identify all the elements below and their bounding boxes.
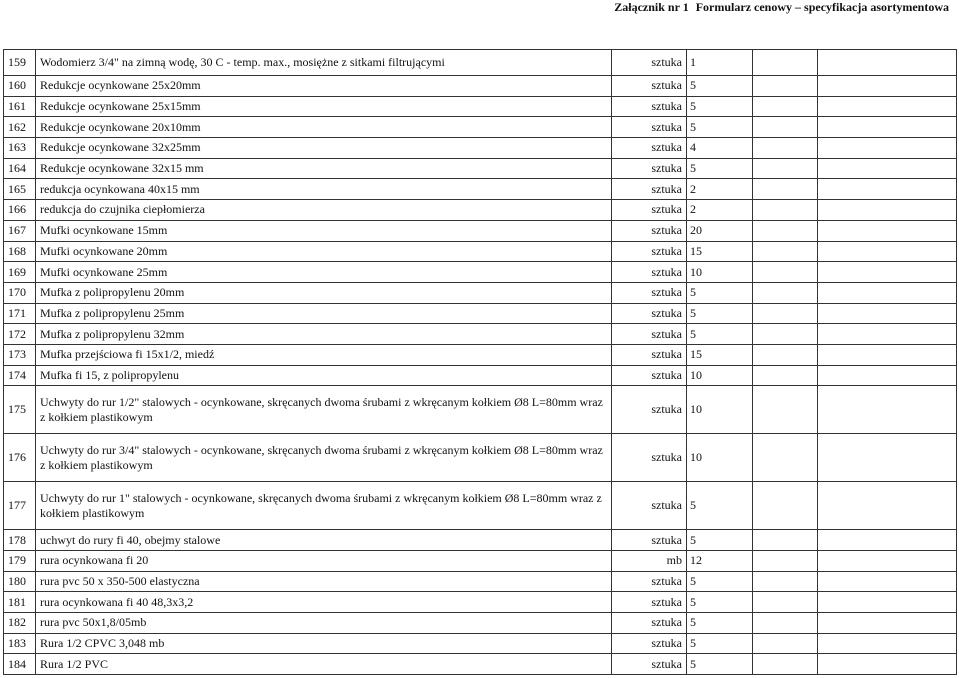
item-number-cell: 161 (4, 96, 36, 117)
item-name-cell: Redukcje ocynkowane 25x20mm (36, 76, 612, 97)
value-cell (818, 482, 957, 530)
table-row (4, 76, 957, 97)
value-cell (818, 592, 957, 613)
price-cell (753, 551, 818, 572)
item-name-cell: Mufki ocynkowane 15mm (36, 220, 612, 241)
item-number-cell: 167 (4, 220, 36, 241)
value-cell (818, 434, 957, 482)
unit-cell: sztuka (612, 158, 687, 179)
quantity-cell: 5 (687, 482, 753, 530)
quantity-cell: 5 (687, 303, 753, 324)
item-number-cell: 160 (4, 76, 36, 97)
item-number-cell: 168 (4, 241, 36, 262)
value-cell (818, 200, 957, 221)
item-number-cell: 173 (4, 344, 36, 365)
table-row (4, 282, 957, 303)
item-name-cell: rura ocynkowana fi 20 (36, 551, 612, 572)
value-cell (818, 530, 957, 551)
value-cell (818, 138, 957, 159)
quantity-cell: 5 (687, 633, 753, 654)
table-row (4, 220, 957, 241)
quantity-cell: 15 (687, 241, 753, 262)
price-cell (753, 633, 818, 654)
table-row (4, 386, 957, 434)
item-name-cell: Mufka przejściowa fi 15x1/2, miedź (36, 344, 612, 365)
unit-cell: sztuka (612, 633, 687, 654)
price-cell (753, 530, 818, 551)
price-cell (753, 365, 818, 386)
value-cell (818, 303, 957, 324)
value-cell (818, 76, 957, 97)
item-number-cell: 164 (4, 158, 36, 179)
item-name-cell: Redukcje ocynkowane 20x10mm (36, 117, 612, 138)
table-row (4, 303, 957, 324)
table-row (4, 571, 957, 592)
item-number-cell: 183 (4, 633, 36, 654)
unit-cell: sztuka (612, 571, 687, 592)
quantity-cell: 5 (687, 76, 753, 97)
item-name-cell: Rura 1/2 PVC (36, 654, 612, 675)
unit-cell: mb (612, 551, 687, 572)
price-cell (753, 386, 818, 434)
item-name-cell: Mufka z polipropylenu 32mm (36, 324, 612, 345)
item-number-cell: 172 (4, 324, 36, 345)
quantity-cell: 15 (687, 344, 753, 365)
item-name-cell: Mufka z polipropylenu 25mm (36, 303, 612, 324)
table-row (4, 434, 957, 482)
unit-cell: sztuka (612, 241, 687, 262)
item-number-cell: 163 (4, 138, 36, 159)
price-cell (753, 303, 818, 324)
price-cell (753, 50, 818, 76)
unit-cell: sztuka (612, 654, 687, 675)
table-row (4, 262, 957, 283)
attachment-label: Załącznik nr 1 (614, 0, 689, 14)
item-name-cell: Redukcje ocynkowane 32x25mm (36, 138, 612, 159)
price-cell (753, 241, 818, 262)
price-cell (753, 324, 818, 345)
table-row (4, 324, 957, 345)
quantity-cell: 5 (687, 613, 753, 634)
table-row (4, 179, 957, 200)
price-cell (753, 158, 818, 179)
table-row (4, 613, 957, 634)
quantity-cell: 5 (687, 571, 753, 592)
quantity-cell: 1 (687, 50, 753, 76)
item-name-cell: Uchwyty do rur 1/2" stalowych - ocynkowane, skręcanych dwoma śrubami z wkręcanym kołkiem Ø8 L=80mm wraz z kołkiem plastikowym (36, 386, 612, 434)
price-cell (753, 282, 818, 303)
quantity-cell: 10 (687, 434, 753, 482)
item-number-cell: 178 (4, 530, 36, 551)
value-cell (818, 262, 957, 283)
unit-cell: sztuka (612, 262, 687, 283)
unit-cell: sztuka (612, 613, 687, 634)
table-row (4, 200, 957, 221)
value-cell (818, 241, 957, 262)
item-name-cell: uchwyt do rury fi 40, obejmy stalowe (36, 530, 612, 551)
item-number-cell: 165 (4, 179, 36, 200)
item-name-cell: Mufka z polipropylenu 20mm (36, 282, 612, 303)
quantity-cell: 2 (687, 179, 753, 200)
table-row (4, 158, 957, 179)
price-form-table (3, 49, 957, 675)
item-number-cell: 175 (4, 386, 36, 434)
value-cell (818, 613, 957, 634)
quantity-cell: 5 (687, 117, 753, 138)
unit-cell: sztuka (612, 592, 687, 613)
item-name-cell: rura pvc 50x1,8/05mb (36, 613, 612, 634)
quantity-cell: 10 (687, 386, 753, 434)
unit-cell: sztuka (612, 179, 687, 200)
value-cell (818, 117, 957, 138)
price-cell (753, 344, 818, 365)
value-cell (818, 571, 957, 592)
item-name-cell: Mufki ocynkowane 25mm (36, 262, 612, 283)
unit-cell: sztuka (612, 76, 687, 97)
price-cell (753, 571, 818, 592)
table-row (4, 344, 957, 365)
price-cell (753, 200, 818, 221)
unit-cell: sztuka (612, 138, 687, 159)
quantity-cell: 2 (687, 200, 753, 221)
quantity-cell: 5 (687, 282, 753, 303)
unit-cell: sztuka (612, 344, 687, 365)
item-name-cell: Wodomierz 3/4" na zimną wodę, 30 C - temp. max., mosiężne z sitkami filtrującymi (36, 50, 612, 76)
unit-cell: sztuka (612, 117, 687, 138)
item-number-cell: 162 (4, 117, 36, 138)
value-cell (818, 344, 957, 365)
price-cell (753, 220, 818, 241)
item-name-cell: rura pvc 50 x 350-500 elastyczna (36, 571, 612, 592)
price-cell (753, 654, 818, 675)
table-row (4, 365, 957, 386)
quantity-cell: 5 (687, 654, 753, 675)
value-cell (818, 386, 957, 434)
quantity-cell: 10 (687, 365, 753, 386)
quantity-cell: 5 (687, 530, 753, 551)
item-number-cell: 179 (4, 551, 36, 572)
unit-cell: sztuka (612, 386, 687, 434)
quantity-cell: 5 (687, 324, 753, 345)
value-cell (818, 96, 957, 117)
table-row (4, 654, 957, 675)
value-cell (818, 633, 957, 654)
item-name-cell: Redukcje ocynkowane 32x15 mm (36, 158, 612, 179)
price-cell (753, 613, 818, 634)
table-row (4, 633, 957, 654)
table-row (4, 138, 957, 159)
table-row (4, 241, 957, 262)
unit-cell: sztuka (612, 200, 687, 221)
unit-cell: sztuka (612, 530, 687, 551)
price-cell (753, 117, 818, 138)
quantity-cell: 20 (687, 220, 753, 241)
quantity-cell: 4 (687, 138, 753, 159)
price-cell (753, 179, 818, 200)
unit-cell: sztuka (612, 96, 687, 117)
price-cell (753, 482, 818, 530)
item-name-cell: Rura 1/2 CPVC 3,048 mb (36, 633, 612, 654)
table-row (4, 551, 957, 572)
item-number-cell: 184 (4, 654, 36, 675)
page-header (610, 0, 949, 23)
price-cell (753, 76, 818, 97)
quantity-cell: 5 (687, 158, 753, 179)
item-number-cell: 176 (4, 434, 36, 482)
price-cell (753, 262, 818, 283)
document-title: Formularz cenowy – specyfikacja asortymentowa (695, 0, 949, 14)
price-cell (753, 96, 818, 117)
item-number-cell: 182 (4, 613, 36, 634)
quantity-cell: 12 (687, 551, 753, 572)
table-row (4, 530, 957, 551)
item-name-cell: Mufki ocynkowane 20mm (36, 241, 612, 262)
table-row (4, 96, 957, 117)
item-name-cell: Uchwyty do rur 1" stalowych - ocynkowane, skręcanych dwoma śrubami z wkręcanym kołkiem Ø8 L=80mm wraz z kołkiem plastikowym (36, 482, 612, 530)
value-cell (818, 654, 957, 675)
price-cell (753, 138, 818, 159)
value-cell (818, 50, 957, 76)
unit-cell: sztuka (612, 434, 687, 482)
item-number-cell: 180 (4, 571, 36, 592)
item-number-cell: 170 (4, 282, 36, 303)
unit-cell: sztuka (612, 324, 687, 345)
item-number-cell: 159 (4, 50, 36, 76)
unit-cell: sztuka (612, 303, 687, 324)
item-number-cell: 181 (4, 592, 36, 613)
unit-cell: sztuka (612, 220, 687, 241)
item-name-cell: rura ocynkowana fi 40 48,3x3,2 (36, 592, 612, 613)
price-cell (753, 434, 818, 482)
unit-cell: sztuka (612, 50, 687, 76)
value-cell (818, 324, 957, 345)
value-cell (818, 220, 957, 241)
item-name-cell: redukcja ocynkowana 40x15 mm (36, 179, 612, 200)
table-row (4, 592, 957, 613)
item-number-cell: 174 (4, 365, 36, 386)
quantity-cell: 5 (687, 592, 753, 613)
item-number-cell: 177 (4, 482, 36, 530)
table-body (4, 50, 957, 675)
value-cell (818, 365, 957, 386)
value-cell (818, 158, 957, 179)
item-number-cell: 171 (4, 303, 36, 324)
table-row (4, 50, 957, 76)
unit-cell: sztuka (612, 365, 687, 386)
unit-cell: sztuka (612, 482, 687, 530)
item-number-cell: 169 (4, 262, 36, 283)
value-cell (818, 282, 957, 303)
table-row (4, 482, 957, 530)
item-name-cell: Mufka fi 15, z polipropylenu (36, 365, 612, 386)
quantity-cell: 10 (687, 262, 753, 283)
item-name-cell: Uchwyty do rur 3/4" stalowych - ocynkowane, skręcanych dwoma śrubami z wkręcanym kołkiem Ø8 L=80mm wraz z kołkiem plastikowym (36, 434, 612, 482)
item-name-cell: redukcja do czujnika ciepłomierza (36, 200, 612, 221)
value-cell (818, 551, 957, 572)
unit-cell: sztuka (612, 282, 687, 303)
price-cell (753, 592, 818, 613)
item-name-cell: Redukcje ocynkowane 25x15mm (36, 96, 612, 117)
item-number-cell: 166 (4, 200, 36, 221)
table-row (4, 117, 957, 138)
value-cell (818, 179, 957, 200)
quantity-cell: 5 (687, 96, 753, 117)
